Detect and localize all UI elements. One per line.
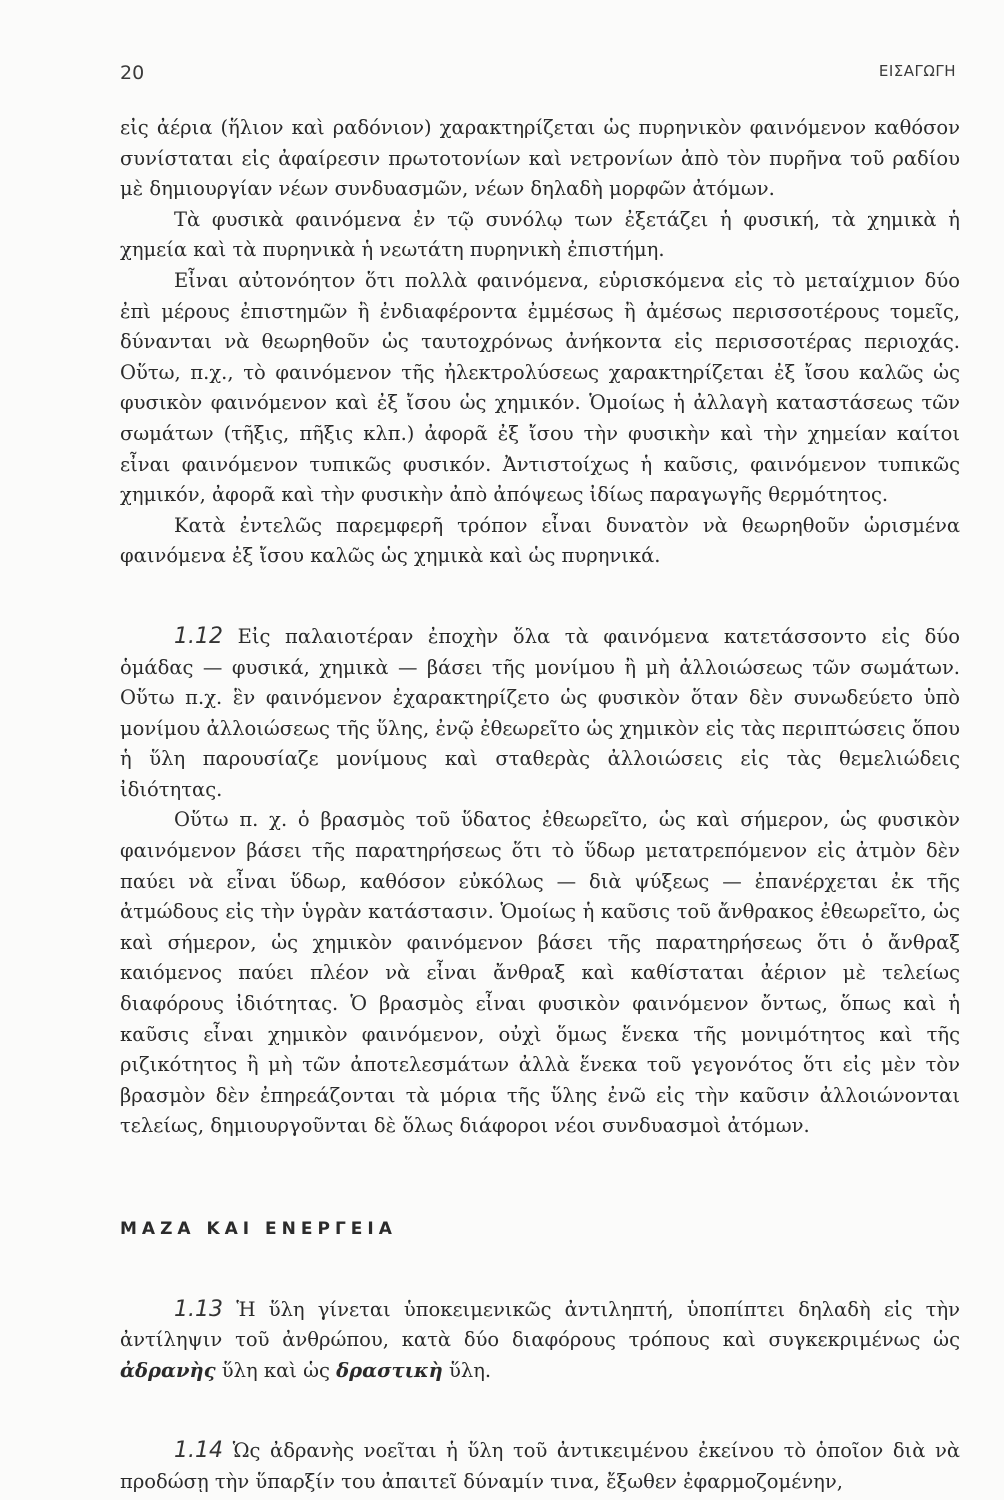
paragraph-text: ὕλη καὶ ὡς [221, 1358, 330, 1382]
running-head: ΕΙΣΑΓΩΓΗ [878, 62, 956, 80]
spacer [120, 1386, 960, 1436]
page-body [120, 113, 960, 1498]
section-title: ΜΑΖΑ ΚΑΙ ΕΝΕΡΓΕΙΑ [120, 1219, 397, 1239]
term-active: δραστικὴ [336, 1358, 443, 1382]
paragraph: Κατὰ ἐντελῶς παρεμφερῆ τρόπον εἶναι δυνατὸν νὰ θεωρηθοῦν ὡρισμένα φαινόμενα ἐξ ἴσου καλῶς ὡς χημικὰ καὶ ὡς πυρηνικά. [120, 513, 960, 568]
paragraph-1-14 [120, 1436, 960, 1497]
spacer [120, 572, 960, 622]
spacer [120, 1245, 960, 1295]
paragraph: εἰς ἀέρια (ἥλιον καὶ ραδόνιον) χαρακτηρίζεται ὡς πυρηνικὸν φαινόμενον καθόσον συνίσταται εἰς ἀφαίρεσιν πρωτοτονίων καὶ νετρονίων ἀπὸ τὸν πυρῆνα τοῦ ραδίου μὲ δημιουργίαν νέων συνδυασμῶν, νέων δηλαδὴ μορφῶν ἀτόμων. [120, 116, 960, 201]
spacer [120, 1142, 960, 1214]
paragraph-1-13 [120, 1295, 960, 1387]
paragraph-text: Εἰς παλαιοτέραν ἐποχὴν ὅλα τὰ φαινόμενα κατετάσσοντο εἰς δύο ὁμάδας — φυσικά, χημικὰ — βάσει τῆς μονίμου ἢ μὴ ἀλλοιώσεως τῶν σωμάτων. Οὕτω π.χ. ἓν φαινόμενον ἐχαρακτηρίζετο ὡς φυσικὸν ὅταν δὲν συνωδεύετο ὑπὸ μονίμου ἀλλοιώσεως τῆς ὕλης, ἐνῷ ἐθεωρεῖτο ὡς χημικὸν εἰς τὰς περιπτώσεις ὅπου ἡ ὕλη παρουσίαζε μονίμους καὶ σταθερὰς ἀλλοιώσεις εἰς τὰς θεμελιώδεις ἰδιότητας. [120, 624, 960, 801]
paragraph-text: Ὡς ἀδρανὴς νοεῖται ἡ ὕλη τοῦ ἀντικειμένου ἐκείνου τὸ ὁποῖον διὰ νὰ προδώσῃ τὴν ὕπαρξίν του ἀπαιτεῖ δύναμίν τινα, ἔξωθεν ἐφαρμοζομένην, [120, 1439, 960, 1493]
paragraph: Οὕτω π. χ. ὁ βρασμὸς τοῦ ὕδατος ἐθεωρεῖτο, ὡς καὶ σήμερον, ὡς φυσικὸν φαινόμενον βάσει τῆς παρατηρήσεως ὅτι τὸ ὕδωρ μετατρεπόμενον εἰς ἀτμὸν δὲν παύει νὰ εἶναι ὕδωρ, καθόσον εὐκόλως — διὰ ψύξεως — ἐπανέρχεται ἐκ τῆς ἀτμώδους εἰς τὴν ὑγρὰν κατάστασιν. Ὁμοίως ἡ καῦσις τοῦ ἄνθρακος ἐθεωρεῖτο, ὡς καὶ σήμερον, ὡς χημικὸν φαινόμενον βάσει τῆς παρατηρήσεως ὅτι ὁ ἄνθραξ καιόμενος παύει πλέον νὰ εἶναι ἄνθραξ καὶ καθίσταται ἀέριον μὲ τελείως διαφόρους ἰδιότητας. Ὁ βρασμὸς εἶναι φυσικὸν φαινόμενον ὄντως, ὅπως καὶ ἡ καῦσις εἶναι χημικὸν φαινόμενον, οὐχὶ ὅμως ἕνεκα τῆς μονιμότητος καὶ τῆς ριζικότητος ἢ μὴ τῶν ἀποτελεσμάτων ἀλλὰ ἕνεκα τοῦ γεγονότος ὅτι εἰς μὲν τὸν βρασμὸν δὲν ἐπηρεάζονται τὰ μόρια τῆς ὕλης ἐνῶ εἰς τὴν καῦσιν ἀλλοιώνονται τελείως, δημιουργοῦνται δὲ ὅλως διάφοροι νέοι συνδυασμοὶ ἀτόμων. [120, 808, 960, 1138]
paragraph: Εἶναι αὐτονόητον ὅτι πολλὰ φαινόμενα, εὑρισκόμενα εἰς τὸ μεταίχμιον δύο ἐπὶ μέρους ἐπιστημῶν ἢ ἐνδιαφέροντα ἐμμέσως ἢ ἀμέσως περισσοτέρους τομεῖς, δύνανται νὰ θεωρηθοῦν ὡς ταυτοχρόνως ἀνήκοντα εἰς περισσοτέρας περιοχάς. Οὕτω, π.χ., τὸ φαινόμενον τῆς ἠλεκτρολύσεως χαρακτηρίζεται ἐξ ἴσου καλῶς ὡς φυσικὸν φαινόμενον καὶ ἐξ ἴσου ὡς χημικόν. Ὁμοίως ἡ ἀλλαγὴ καταστάσεως τῶν σωμάτων (τῆξις, πῆξις κλπ.) ἀφορᾶ ἐξ ἴσου τὴν φυσικὴν καὶ τὴν χημείαν καίτοι εἶναι φαινόμενον τυπικῶς φυσικόν. Ἀντιστοίχως ἡ καῦσις, φαινόμενον τυπικῶς χημικόν, ἀφορᾶ καὶ τὴν φυσικὴν ἀπὸ ἀπόψεως ἰδίως παραγωγῆς θερμότητος. [120, 268, 960, 507]
page-number: 20 [120, 62, 145, 84]
section-number: 1.13 [174, 1296, 223, 1322]
paragraph-text: Ἡ ὕλη γίνεται ὑποκειμενικῶς ἀντιληπτή, ὑποπίπτει δηλαδὴ εἰς τὴν ἀντίληψιν τοῦ ἀνθρώπου, κατὰ δύο διαφόρους τρόπους καὶ συγκεκριμένως ὡς [120, 1297, 960, 1352]
term-inert: ἀδρανὴς [120, 1358, 216, 1382]
page-header [120, 62, 956, 92]
section-number: 1.14 [174, 1438, 223, 1464]
section-number: 1.12 [174, 623, 223, 649]
paragraph-text: ὕλη. [449, 1358, 492, 1382]
paragraph-1-12 [120, 622, 960, 806]
paragraph: Τὰ φυσικὰ φαινόμενα ἐν τῷ συνόλῳ των ἐξετάζει ἡ φυσική, τὰ χημικὰ ἡ χημεία καὶ τὰ πυρηνικὰ ἡ νεωτάτη πυρηνικὴ ἐπιστήμη. [120, 207, 960, 262]
